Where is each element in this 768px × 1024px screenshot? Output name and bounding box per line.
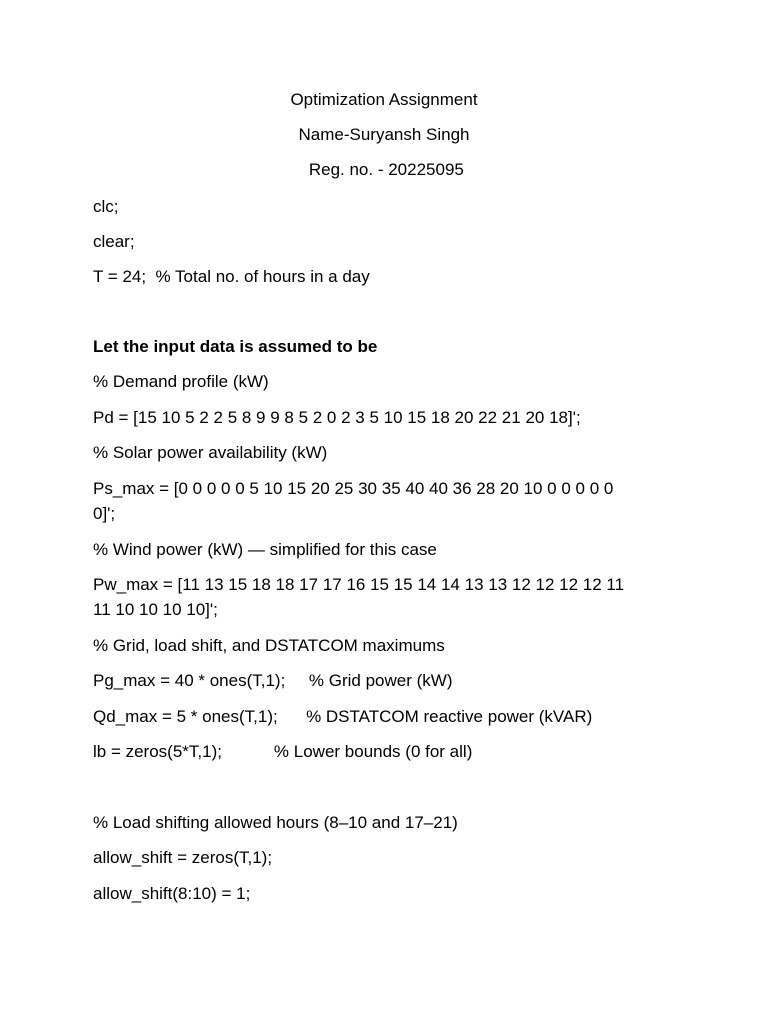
section-heading: Let the input data is assumed to be — [93, 337, 378, 356]
comment-wind-power: % Wind power (kW) — simplified for this case — [93, 540, 437, 559]
code-line-ps-max-1: Ps_max = [0 0 0 0 0 5 10 15 20 25 30 35 40 40 36 28 20 10 0 0 0 0 0 — [93, 479, 614, 498]
code-line-pd: Pd = [15 10 5 2 2 5 8 9 9 8 5 2 0 2 3 5 10 15 18 20 22 21 20 18]'; — [93, 408, 581, 427]
code-line-allow-shift-init: allow_shift = zeros(T,1); — [93, 848, 273, 867]
code-line-qd-max: Qd_max = 5 * ones(T,1); % DSTATCOM reactive power (kVAR) — [93, 707, 593, 726]
code-line-pw-max-2: 11 10 10 10 10]'; — [93, 600, 218, 619]
document-title: Optimization Assignment — [290, 90, 478, 109]
registration-number: Reg. no. - 20225095 — [304, 160, 464, 179]
comment-load-shifting: % Load shifting allowed hours (8–10 and 17–21) — [93, 813, 458, 832]
code-line-pg-max: Pg_max = 40 * ones(T,1); % Grid power (kW) — [93, 671, 453, 690]
code-line-pw-max-1: Pw_max = [11 13 15 18 18 17 17 16 15 15 14 14 13 13 12 12 12 12 11 — [93, 575, 625, 594]
code-line-lb: lb = zeros(5*T,1); % Lower bounds (0 for all) — [93, 742, 473, 761]
comment-grid-maximums: % Grid, load shift, and DSTATCOM maximums — [93, 636, 445, 655]
code-line-allow-shift-set: allow_shift(8:10) = 1; — [93, 884, 251, 903]
code-line-ps-max-2: 0]'; — [93, 504, 116, 523]
comment-demand-profile: % Demand profile (kW) — [93, 372, 269, 391]
author-name: Name-Suryansh Singh — [298, 125, 470, 144]
code-line-clc: clc; — [93, 197, 119, 216]
code-line-clear: clear; — [93, 232, 135, 251]
code-line-t-definition: T = 24; % Total no. of hours in a day — [93, 267, 370, 286]
comment-solar-power: % Solar power availability (kW) — [93, 443, 328, 462]
